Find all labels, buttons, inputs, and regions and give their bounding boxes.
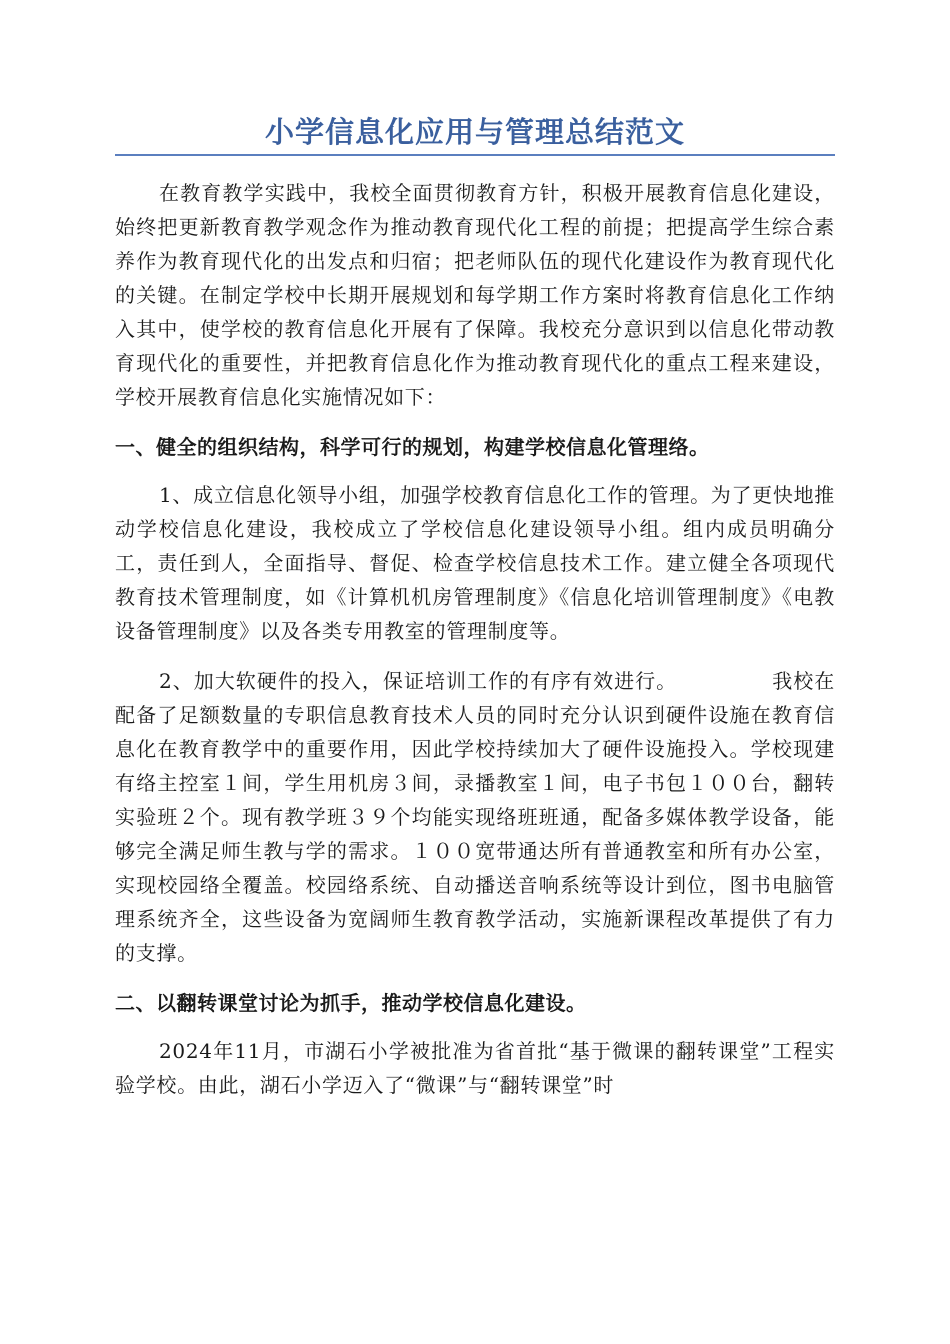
document-body bbox=[115, 176, 835, 1102]
intro-paragraph: 在教育教学实践中，我校全面贯彻教育方针，积极开展教育信息化建设，始终把更新教育教学观念作为推动教育现代化工程的前提；把提高学生综合素养作为教育现代化的出发点和归宿；把老师队伍的现代化建设作为教育现代化的关键。在制定学校中长期开展规划和每学期工作方案时将教育信息化工作纳入其中，使学校的教育信息化开展有了保障。我校充分意识到以信息化带动教育现代化的重要性，并把教育信息化作为推动教育现代化的重点工程来建设，学校开展教育信息化实施情况如下： bbox=[115, 181, 835, 409]
section-2-paragraph-1: 2024年11月，市湖石小学被批准为省首批“基于微课的翻转课堂”工程实验学校。由此，湖石小学迈入了“微课”与“翻转课堂”时 bbox=[115, 1039, 835, 1097]
section-1-paragraph-1: 1、成立信息化领导小组，加强学校教育信息化工作的管理。为了更快地推动学校信息化建设，我校成立了学校信息化建设领导小组。组内成员明确分工，责任到人，全面指导、督促、检查学校信息技术工作。建立健全各项现代教育技术管理制度，如《计算机机房管理制度》《信息化培训管理制度》《电教设备管理制度》以及各类专用教室的管理制度等。 bbox=[115, 483, 835, 643]
section-1-paragraph-2: 2、加大软硬件的投入，保证培训工作的有序有效进行。 我校在配备了足额数量的专职信息教育技术人员的同时充分认识到硬件设施在教育信息化在教育教学中的重要作用，因此学校持续加大了硬件设施投入。学校现建有络主控室１间，学生用机房３间，录播教室１间，电子书包１００台，翻转实验班２个。现有教学班３９个均能实现络班班通，配备多媒体教学设备，能够完全满足师生教与学的需求。１００宽带通达所有普通教室和所有办公室，实现校园络全覆盖。校园络系统、自动播送音响系统等设计到位，图书电脑管理系统齐全，这些设备为宽阔师生教育教学活动，实施新课程改革提供了有力的支撑。 bbox=[115, 669, 835, 965]
title-underline bbox=[115, 154, 835, 156]
section-1-heading: 一、健全的组织结构，科学可行的规划，构建学校信息化管理络。 bbox=[115, 435, 710, 459]
section-2-heading: 二、以翻转课堂讨论为抓手，推动学校信息化建设。 bbox=[115, 991, 587, 1015]
document-title: 小学信息化应用与管理总结范文 bbox=[264, 115, 685, 149]
